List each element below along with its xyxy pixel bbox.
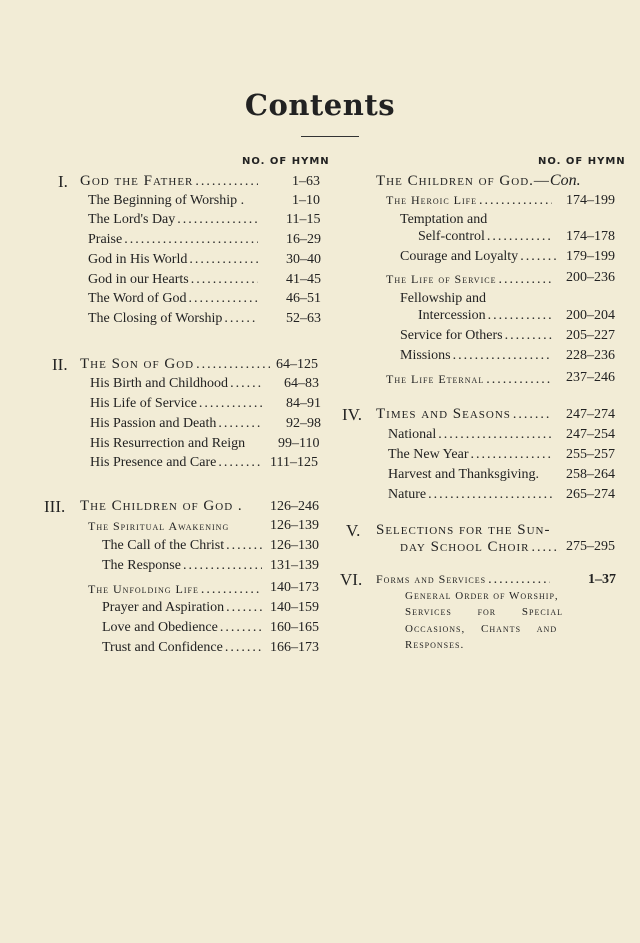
toc-range: 64–83 — [284, 376, 319, 391]
toc-range: 265–274 — [566, 487, 615, 502]
toc-entry: Love and Obedience ..... — [102, 620, 262, 636]
toc-entry: Prayer and Aspiration ..... — [102, 600, 262, 616]
forms-note-line: Services for Special — [405, 606, 563, 618]
toc-entry: His Presence and Care ..... — [90, 455, 262, 471]
toc-entry: The Word of God ..... — [88, 291, 258, 307]
toc-entry: Temptation and — [400, 212, 488, 227]
toc-range: 200–236 — [566, 270, 615, 285]
toc-entry: The Closing of Worship ..... — [88, 311, 258, 327]
toc-entry: Praise ..... — [88, 232, 258, 248]
section-label: Times and Seasons — [376, 406, 511, 422]
section-label: The Children of God . — [80, 498, 243, 514]
toc-range: 41–45 — [286, 272, 321, 287]
toc-entry: Missions ..... — [400, 348, 552, 364]
toc-subheading: The Unfolding Life ..... — [88, 582, 262, 598]
toc-range: 131–139 — [270, 558, 319, 573]
toc-range: 140–159 — [270, 600, 319, 615]
toc-entry: The New Year ..... — [388, 447, 552, 463]
toc-subheading: The Spiritual Awakening — [88, 519, 230, 533]
toc-entry: Nature ..... — [388, 487, 552, 503]
section-numeral: V. — [346, 521, 361, 540]
toc-entry: His Life of Service ..... — [90, 396, 262, 412]
section-range: 247–274 — [566, 407, 615, 422]
toc-range: 16–29 — [286, 232, 321, 247]
forms-note-line: General Order of Worship, — [405, 590, 559, 602]
toc-range: 255–257 — [566, 447, 615, 462]
toc-entry: The Beginning of Worship . — [88, 193, 245, 208]
toc-entry: His Passion and Death ..... — [90, 416, 262, 432]
section-entry — [376, 572, 550, 588]
forms-note-line: Responses. — [405, 639, 465, 651]
section-entry — [80, 498, 270, 515]
toc-range: 237–246 — [566, 370, 615, 385]
toc-range: 126–130 — [270, 538, 319, 553]
toc-entry: Courage and Loyalty ..... — [400, 249, 556, 265]
section-label: Forms and Services — [376, 572, 487, 586]
column-header-left: NO. OF HYMN — [242, 156, 330, 167]
toc-subheading: The Life of Service ..... — [386, 272, 552, 288]
section-label: God the Father — [80, 173, 194, 189]
toc-entry: His Birth and Childhood ..... — [90, 376, 262, 392]
toc-range: 52–63 — [286, 311, 321, 326]
section-numeral: II. — [52, 355, 68, 374]
toc-range: 228–236 — [566, 348, 615, 363]
toc-range: 99–110 — [278, 436, 320, 451]
toc-range: 160–165 — [270, 620, 319, 635]
toc-entry: Trust and Confidence ..... — [102, 640, 262, 656]
toc-entry: God in our Hearts ..... — [88, 272, 258, 288]
toc-range: 46–51 — [286, 291, 321, 306]
section-entry — [376, 406, 552, 423]
section-entry — [80, 356, 270, 373]
section-entry — [376, 522, 576, 539]
section-entry — [80, 173, 258, 190]
section-range: 126–246 — [270, 499, 319, 514]
toc-range: 174–199 — [566, 193, 615, 208]
section-numeral: I. — [58, 172, 68, 191]
toc-subheading: The Life Eternal ..... — [386, 372, 552, 388]
section-range: 64–125 — [276, 357, 318, 372]
toc-entry: Service for Others ..... — [400, 328, 552, 344]
section-range: 1–37 — [588, 572, 616, 587]
toc-range: 166–173 — [270, 640, 319, 655]
toc-range: 111–125 — [270, 455, 318, 470]
column-header-right: NO. OF HYMN — [538, 156, 626, 167]
toc-range: 179–199 — [566, 249, 615, 264]
toc-entry: The Response ..... — [102, 558, 262, 574]
section-label: The Son of God — [80, 356, 195, 372]
toc-range: 1–10 — [292, 193, 320, 208]
toc-range: 92–98 — [286, 416, 321, 431]
section-label: Selections for the Sun- — [376, 522, 551, 538]
continued-heading: The Children of God.— Con. — [376, 172, 581, 189]
section-range: 1–63 — [292, 174, 320, 189]
toc-range: 258–264 — [566, 467, 615, 482]
toc-entry: Self-control ..... — [418, 229, 552, 245]
toc-entry: Harvest and Thanksgiving. — [388, 467, 539, 482]
toc-range: 11–15 — [286, 212, 321, 227]
section-entry-continued: day School Choir ..... — [400, 539, 560, 556]
section-range: 275–295 — [566, 539, 615, 554]
toc-range: 247–254 — [566, 427, 615, 442]
section-numeral: III. — [44, 497, 66, 516]
toc-range: 84–91 — [286, 396, 321, 411]
toc-entry: The Call of the Christ ..... — [102, 538, 262, 554]
toc-entry: National ..... — [388, 427, 552, 443]
toc-entry: Intercession ..... — [418, 308, 552, 324]
toc-entry: His Resurrection and Reign — [90, 436, 246, 451]
toc-range: 30–40 — [286, 252, 321, 267]
toc-entry: The Lord's Day ..... — [88, 212, 258, 228]
toc-entry: Fellowship and — [400, 291, 486, 306]
forms-note-line: Occasions, Chants and — [405, 623, 558, 635]
toc-range: 200–204 — [566, 308, 615, 323]
title-rule — [301, 136, 359, 137]
toc-range: 140–173 — [270, 580, 319, 595]
section-numeral: VI. — [340, 570, 363, 589]
page-title: Contents — [244, 88, 396, 122]
toc-range: 174–178 — [566, 229, 615, 244]
toc-range: 126–139 — [270, 518, 319, 533]
toc-entry: God in His World ..... — [88, 252, 258, 268]
section-numeral: IV. — [342, 405, 362, 424]
toc-subheading: The Heroic Life ..... — [386, 193, 552, 209]
toc-range: 205–227 — [566, 328, 615, 343]
